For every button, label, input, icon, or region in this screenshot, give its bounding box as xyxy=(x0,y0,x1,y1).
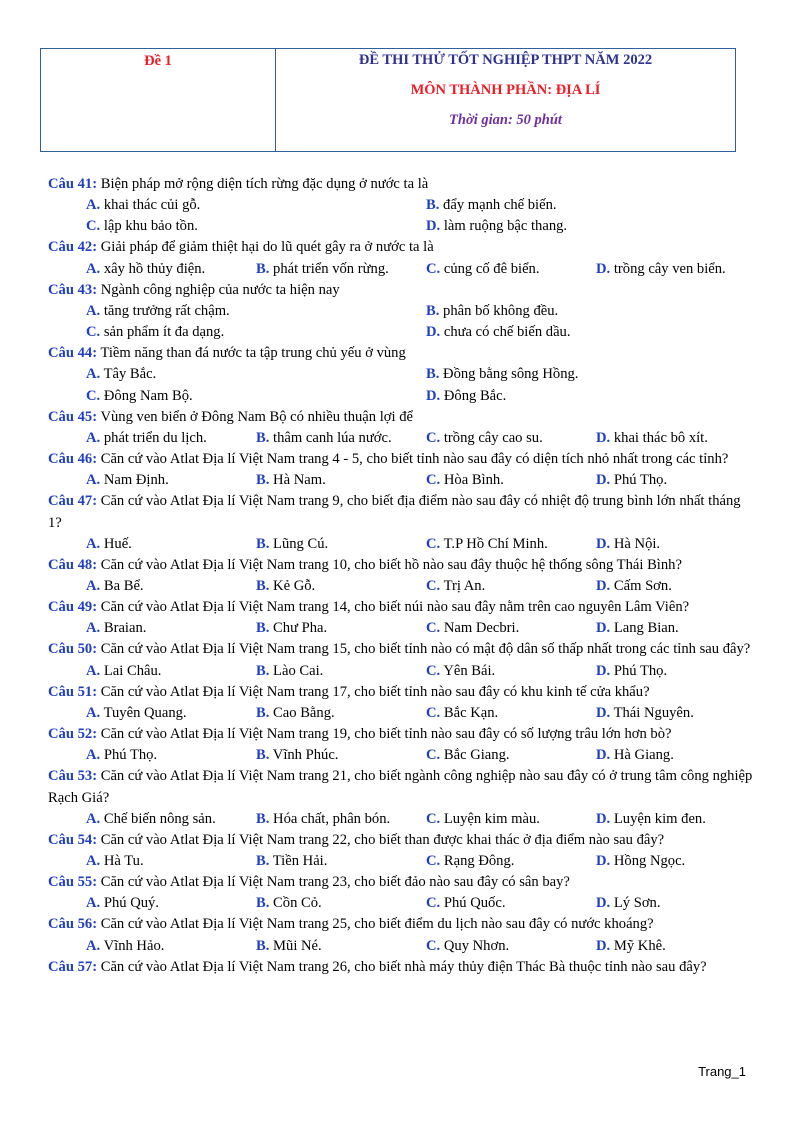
answer-option xyxy=(86,851,256,872)
answer-option xyxy=(596,936,766,957)
option-text: Lai Châu. xyxy=(103,662,162,679)
answer-options xyxy=(48,745,753,766)
answer-option xyxy=(596,661,766,682)
question-number: Câu 48: xyxy=(48,556,98,573)
question-block xyxy=(48,830,753,872)
option-letter: D. xyxy=(596,937,611,954)
option-text: chưa có chế biến dầu. xyxy=(443,324,571,341)
option-letter: B. xyxy=(256,429,270,446)
option-letter: C. xyxy=(86,218,101,235)
answer-option xyxy=(256,703,426,724)
answer-option xyxy=(86,428,256,449)
answer-option xyxy=(256,618,426,639)
question-stem xyxy=(48,872,753,893)
option-letter: B. xyxy=(426,366,440,383)
option-text: Vĩnh Phúc. xyxy=(272,747,339,764)
option-letter: B. xyxy=(256,747,270,764)
answer-option xyxy=(426,534,596,555)
question-text: Biện pháp mở rộng diện tích rừng đặc dụng ở nước ta là xyxy=(100,176,429,192)
question-stem xyxy=(48,174,753,195)
option-text: Bắc Kạn. xyxy=(443,704,499,721)
option-letter: A. xyxy=(86,429,101,446)
answer-option xyxy=(426,259,596,280)
question-text: Tiềm năng than đá nước ta tập trung chủ yếu ở vùng xyxy=(100,345,406,362)
question-number: Câu 47: xyxy=(48,493,98,510)
answer-option xyxy=(426,216,766,237)
question-block xyxy=(48,343,753,406)
question-block xyxy=(48,237,753,279)
question-stem xyxy=(48,280,753,301)
question-block xyxy=(48,280,753,343)
answer-option xyxy=(596,428,766,449)
exam-code: Đề 1 xyxy=(144,53,172,69)
question-text: Căn cứ vào Atlat Địa lí Việt Nam trang 25, cho biết điểm du lịch nào sau đây có nước khoáng? xyxy=(100,916,654,933)
answer-option xyxy=(426,618,596,639)
option-text: Phú Thọ. xyxy=(103,747,158,764)
option-text: Hà Giang. xyxy=(613,747,674,764)
option-text: Tây Bắc. xyxy=(103,366,157,383)
answer-option xyxy=(596,576,766,597)
answer-option xyxy=(256,851,426,872)
answer-option xyxy=(256,809,426,830)
option-letter: C. xyxy=(426,704,441,721)
option-text: xây hồ thủy điện. xyxy=(103,260,206,277)
option-letter: A. xyxy=(86,704,101,721)
option-letter: C. xyxy=(426,937,441,954)
question-stem xyxy=(48,237,753,258)
option-text: tăng trưởng rất chậm. xyxy=(103,302,230,319)
answer-options xyxy=(48,301,753,343)
option-text: Lào Cai. xyxy=(273,662,324,679)
option-letter: B. xyxy=(426,197,440,214)
option-text: Đông Nam Bộ. xyxy=(103,387,193,404)
answer-option xyxy=(426,364,766,385)
question-number: Câu 54: xyxy=(48,831,98,848)
option-text: Nam Định. xyxy=(103,472,169,489)
question-stem xyxy=(48,766,753,808)
option-letter: D. xyxy=(596,620,611,637)
question-text: Căn cứ vào Atlat Địa lí Việt Nam trang 21, cho biết ngành công nghiệp nào sau đây có ở trung tâm công nghiệp Rạch Giá? xyxy=(48,768,753,806)
answer-options xyxy=(48,470,753,491)
answer-options xyxy=(48,428,753,449)
option-text: Nam Decbri. xyxy=(443,620,520,637)
option-letter: C. xyxy=(426,895,441,912)
answer-options xyxy=(48,936,753,957)
option-text: Cấm Sơn. xyxy=(613,577,672,594)
question-text: Căn cứ vào Atlat Địa lí Việt Nam trang 23, cho biết đảo nào sau đây có sân bay? xyxy=(100,874,570,891)
option-text: Tiền Hải. xyxy=(272,853,328,869)
question-block xyxy=(48,724,753,766)
answer-option xyxy=(86,703,256,724)
answer-options xyxy=(48,893,753,914)
option-letter: D. xyxy=(426,387,441,404)
option-text: lập khu bảo tồn. xyxy=(103,218,198,235)
question-text: Căn cứ vào Atlat Địa lí Việt Nam trang 26, cho biết nhà máy thủy điện Thác Bà thuộc tỉnh nào sau đây? xyxy=(100,958,707,975)
option-letter: A. xyxy=(86,895,101,912)
exam-code-cell xyxy=(41,49,276,151)
question-number: Câu 56: xyxy=(48,916,98,933)
option-text: Đông Bắc. xyxy=(443,387,507,404)
question-block xyxy=(48,174,753,237)
option-letter: B. xyxy=(256,810,270,827)
option-letter: B. xyxy=(256,937,270,954)
question-number: Câu 50: xyxy=(48,641,98,658)
exam-subject: MÔN THÀNH PHẦN: ĐỊA LÍ xyxy=(410,82,601,98)
option-letter: B. xyxy=(256,535,270,552)
answer-option xyxy=(256,428,426,449)
answer-option xyxy=(256,936,426,957)
answer-option xyxy=(426,195,766,216)
option-letter: D. xyxy=(596,704,611,721)
answer-option xyxy=(86,661,256,682)
option-text: Hà Nội. xyxy=(613,535,661,552)
answer-option xyxy=(86,301,426,322)
answer-option xyxy=(86,364,426,385)
question-text: Căn cứ vào Atlat Địa lí Việt Nam trang 4 - 5, cho biết tỉnh nào sau đây có diện tích nhỏ nhất trong các tỉnh? xyxy=(100,451,729,468)
option-text: thâm canh lúa nước. xyxy=(273,429,392,446)
answer-options xyxy=(48,851,753,872)
answer-options xyxy=(48,364,753,406)
option-text: trồng cây ven biển. xyxy=(613,260,726,277)
option-text: Trị An. xyxy=(443,577,486,594)
option-letter: C. xyxy=(426,853,441,869)
option-text: Phú Thọ. xyxy=(613,662,668,679)
answer-option xyxy=(426,386,766,407)
option-letter: C. xyxy=(86,387,101,404)
question-number: Câu 51: xyxy=(48,683,98,700)
option-letter: C. xyxy=(426,620,441,637)
question-list xyxy=(48,174,753,978)
question-block xyxy=(48,555,753,597)
option-letter: D. xyxy=(596,260,611,277)
question-text: Căn cứ vào Atlat Địa lí Việt Nam trang 9, cho biết địa điểm nào sau đây có nhiệt độ trung bình lớn nhất tháng 1? xyxy=(48,493,741,531)
answer-option xyxy=(426,428,596,449)
option-letter: B. xyxy=(256,853,270,869)
option-text: Mỹ Khê. xyxy=(613,937,666,954)
option-text: Huế. xyxy=(103,535,132,552)
question-number: Câu 52: xyxy=(48,726,98,743)
option-letter: A. xyxy=(86,366,101,383)
option-letter: C. xyxy=(426,747,441,764)
option-text: phát triển du lịch. xyxy=(103,429,207,446)
question-text: Ngành công nghiệp của nước ta hiện nay xyxy=(100,281,340,298)
question-number: Câu 55: xyxy=(48,874,98,891)
option-text: Ba Bể. xyxy=(103,577,144,594)
answer-options xyxy=(48,576,753,597)
answer-option xyxy=(256,745,426,766)
option-text: T.P Hồ Chí Minh. xyxy=(443,535,548,552)
option-letter: A. xyxy=(86,662,101,679)
option-letter: C. xyxy=(426,260,441,277)
option-text: Thái Nguyên. xyxy=(613,704,694,721)
option-letter: B. xyxy=(256,472,270,489)
option-letter: D. xyxy=(596,895,611,912)
option-text: Chế biến nông sản. xyxy=(103,810,216,827)
answer-option xyxy=(426,322,766,343)
option-text: Yên Bái. xyxy=(443,662,496,679)
option-letter: A. xyxy=(86,810,101,827)
question-text: Căn cứ vào Atlat Địa lí Việt Nam trang 14, cho biết núi nào sau đây nằm trên cao nguyên Lâm Viên? xyxy=(100,599,690,616)
option-letter: B. xyxy=(256,260,270,277)
question-number: Câu 57: xyxy=(48,958,98,975)
question-stem xyxy=(48,555,753,576)
question-stem xyxy=(48,914,753,935)
option-text: Luyện kim đen. xyxy=(613,810,706,827)
answer-option xyxy=(426,745,596,766)
answer-options xyxy=(48,195,753,237)
option-text: Hóa chất, phân bón. xyxy=(273,810,391,827)
option-letter: A. xyxy=(86,620,101,637)
answer-option xyxy=(256,470,426,491)
option-letter: D. xyxy=(596,810,611,827)
question-block xyxy=(48,872,753,914)
question-text: Căn cứ vào Atlat Địa lí Việt Nam trang 22, cho biết than được khai thác ở địa điểm nào sau đây? xyxy=(100,831,665,848)
option-text: khai thác bô xít. xyxy=(613,429,708,446)
answer-option xyxy=(426,893,596,914)
option-text: Vĩnh Hảo. xyxy=(103,937,165,954)
answer-option xyxy=(596,851,766,872)
question-block xyxy=(48,491,753,554)
option-letter: D. xyxy=(596,853,611,869)
question-stem xyxy=(48,724,753,745)
option-text: Luyện kim màu. xyxy=(443,810,540,827)
option-letter: A. xyxy=(86,260,101,277)
option-letter: D. xyxy=(426,218,441,235)
option-letter: C. xyxy=(86,324,101,341)
option-text: Hà Nam. xyxy=(273,472,326,489)
question-block xyxy=(48,766,753,829)
question-stem xyxy=(48,957,753,978)
option-text: Lý Sơn. xyxy=(613,895,661,912)
answer-option xyxy=(426,470,596,491)
question-stem xyxy=(48,407,753,428)
option-letter: B. xyxy=(256,704,270,721)
answer-option xyxy=(256,661,426,682)
option-letter: B. xyxy=(256,577,270,594)
answer-option xyxy=(86,936,256,957)
question-block xyxy=(48,407,753,449)
option-letter: B. xyxy=(256,620,270,637)
answer-option xyxy=(596,893,766,914)
question-stem xyxy=(48,491,753,533)
option-letter: C. xyxy=(426,429,441,446)
answer-option xyxy=(596,618,766,639)
exam-title-cell xyxy=(276,49,735,151)
question-text: Giải pháp để giảm thiệt hại do lũ quét gây ra ở nước ta là xyxy=(100,239,434,256)
question-number: Câu 49: xyxy=(48,599,98,616)
answer-option xyxy=(596,809,766,830)
option-letter: D. xyxy=(596,577,611,594)
answer-option xyxy=(426,851,596,872)
option-text: Chư Pha. xyxy=(273,620,328,637)
option-letter: A. xyxy=(86,535,101,552)
question-block xyxy=(48,914,753,956)
answer-option xyxy=(86,322,426,343)
answer-options xyxy=(48,703,753,724)
option-text: sản phẩm ít đa dạng. xyxy=(103,324,225,341)
answer-option xyxy=(596,534,766,555)
option-text: Đồng bằng sông Hồng. xyxy=(443,366,579,383)
answer-option xyxy=(426,576,596,597)
question-stem xyxy=(48,639,753,660)
option-text: làm ruộng bậc thang. xyxy=(443,218,568,235)
question-number: Câu 43: xyxy=(48,281,98,298)
question-stem xyxy=(48,597,753,618)
question-text: Vùng ven biển ở Đông Nam Bộ có nhiều thuận lợi để xyxy=(100,408,413,425)
answer-option xyxy=(86,745,256,766)
option-letter: C. xyxy=(426,577,441,594)
answer-options xyxy=(48,534,753,555)
exam-header-table xyxy=(40,48,736,152)
question-stem xyxy=(48,343,753,364)
answer-option xyxy=(596,470,766,491)
option-letter: B. xyxy=(256,662,270,679)
option-letter: A. xyxy=(86,937,101,954)
option-text: Phú Thọ. xyxy=(613,472,668,489)
question-text: Căn cứ vào Atlat Địa lí Việt Nam trang 15, cho biết tỉnh nào có mật độ dân số thấp nhất trong các tỉnh sau đây? xyxy=(100,641,751,658)
answer-option xyxy=(86,195,426,216)
question-block xyxy=(48,682,753,724)
answer-options xyxy=(48,618,753,639)
option-letter: C. xyxy=(426,535,441,552)
option-letter: D. xyxy=(596,747,611,764)
exam-title: ĐỀ THI THỬ TỐT NGHIỆP THPT NĂM 2022 xyxy=(358,52,653,68)
exam-time: Thời gian: 50 phút xyxy=(449,112,562,128)
option-letter: A. xyxy=(86,853,101,869)
answer-options xyxy=(48,661,753,682)
answer-option xyxy=(86,386,426,407)
answer-option xyxy=(86,470,256,491)
option-text: Cao Bằng. xyxy=(273,704,335,721)
option-letter: B. xyxy=(426,302,440,319)
question-block xyxy=(48,449,753,491)
answer-options xyxy=(48,259,753,280)
option-letter: A. xyxy=(86,472,101,489)
option-letter: A. xyxy=(86,302,101,319)
question-text: Căn cứ vào Atlat Địa lí Việt Nam trang 17, cho biết tỉnh nào sau đây có khu kinh tế cửa khẩu? xyxy=(100,683,650,700)
option-text: Lũng Cú. xyxy=(273,535,329,552)
option-letter: D. xyxy=(596,662,611,679)
option-text: trồng cây cao su. xyxy=(443,429,543,446)
option-text: Kẻ Gỗ. xyxy=(273,577,316,594)
answer-option xyxy=(256,576,426,597)
answer-option xyxy=(86,534,256,555)
answer-option xyxy=(86,618,256,639)
option-text: Lang Bian. xyxy=(613,620,679,637)
option-letter: D. xyxy=(596,429,611,446)
answer-option xyxy=(256,534,426,555)
answer-option xyxy=(86,576,256,597)
option-text: Mũi Né. xyxy=(273,937,322,954)
option-text: Cồn Cỏ. xyxy=(273,895,322,912)
question-stem xyxy=(48,449,753,470)
option-letter: C. xyxy=(426,472,441,489)
question-stem xyxy=(48,830,753,851)
answer-option xyxy=(86,259,256,280)
option-text: Hòa Bình. xyxy=(443,472,504,489)
option-letter: B. xyxy=(256,895,270,912)
option-text: phân bố không đều. xyxy=(443,302,559,319)
option-text: Quy Nhơn. xyxy=(443,937,510,954)
option-text: Tuyên Quang. xyxy=(103,704,187,721)
option-letter: D. xyxy=(596,535,611,552)
answer-option xyxy=(596,259,766,280)
question-number: Câu 44: xyxy=(48,345,98,362)
question-block xyxy=(48,597,753,639)
question-text: Căn cứ vào Atlat Địa lí Việt Nam trang 10, cho biết hồ nào sau đây thuộc hệ thống sông Thái Bình? xyxy=(100,556,682,573)
answer-option xyxy=(256,259,426,280)
option-text: Hà Tu. xyxy=(103,853,144,869)
option-text: Hồng Ngọc. xyxy=(613,853,686,869)
answer-option xyxy=(596,703,766,724)
question-number: Câu 45: xyxy=(48,408,98,425)
option-text: Braian. xyxy=(103,620,147,637)
page-number: Trang_1 xyxy=(698,1064,746,1079)
answer-option xyxy=(426,936,596,957)
option-text: phát triển vốn rừng. xyxy=(273,260,389,277)
option-letter: A. xyxy=(86,197,101,214)
question-number: Câu 53: xyxy=(48,768,98,785)
question-number: Câu 46: xyxy=(48,451,98,468)
option-text: đẩy mạnh chế biến. xyxy=(443,197,557,214)
question-block xyxy=(48,957,753,978)
option-letter: A. xyxy=(86,577,101,594)
answer-option xyxy=(596,745,766,766)
option-text: khai thác củi gỗ. xyxy=(103,197,201,214)
option-text: Bắc Giang. xyxy=(443,747,510,764)
answer-option xyxy=(256,893,426,914)
question-number: Câu 42: xyxy=(48,239,98,256)
option-letter: C. xyxy=(426,662,441,679)
option-letter: A. xyxy=(86,747,101,764)
question-block xyxy=(48,639,753,681)
option-text: Rạng Đông. xyxy=(443,853,515,869)
option-letter: D. xyxy=(426,324,441,341)
answer-option xyxy=(86,893,256,914)
answer-option xyxy=(426,703,596,724)
answer-option xyxy=(426,661,596,682)
option-letter: C. xyxy=(426,810,441,827)
question-stem xyxy=(48,682,753,703)
option-text: củng cố đê biển. xyxy=(443,260,540,277)
answer-option xyxy=(86,216,426,237)
option-letter: D. xyxy=(596,472,611,489)
answer-option xyxy=(86,809,256,830)
option-text: Phú Quốc. xyxy=(443,895,506,912)
question-text: Căn cứ vào Atlat Địa lí Việt Nam trang 19, cho biết tỉnh nào sau đây có số lượng trâu lớn hơn bò? xyxy=(100,726,672,743)
answer-options xyxy=(48,809,753,830)
question-number: Câu 41: xyxy=(48,176,98,192)
option-text: Phú Quý. xyxy=(103,895,159,912)
answer-option xyxy=(426,809,596,830)
answer-option xyxy=(426,301,766,322)
